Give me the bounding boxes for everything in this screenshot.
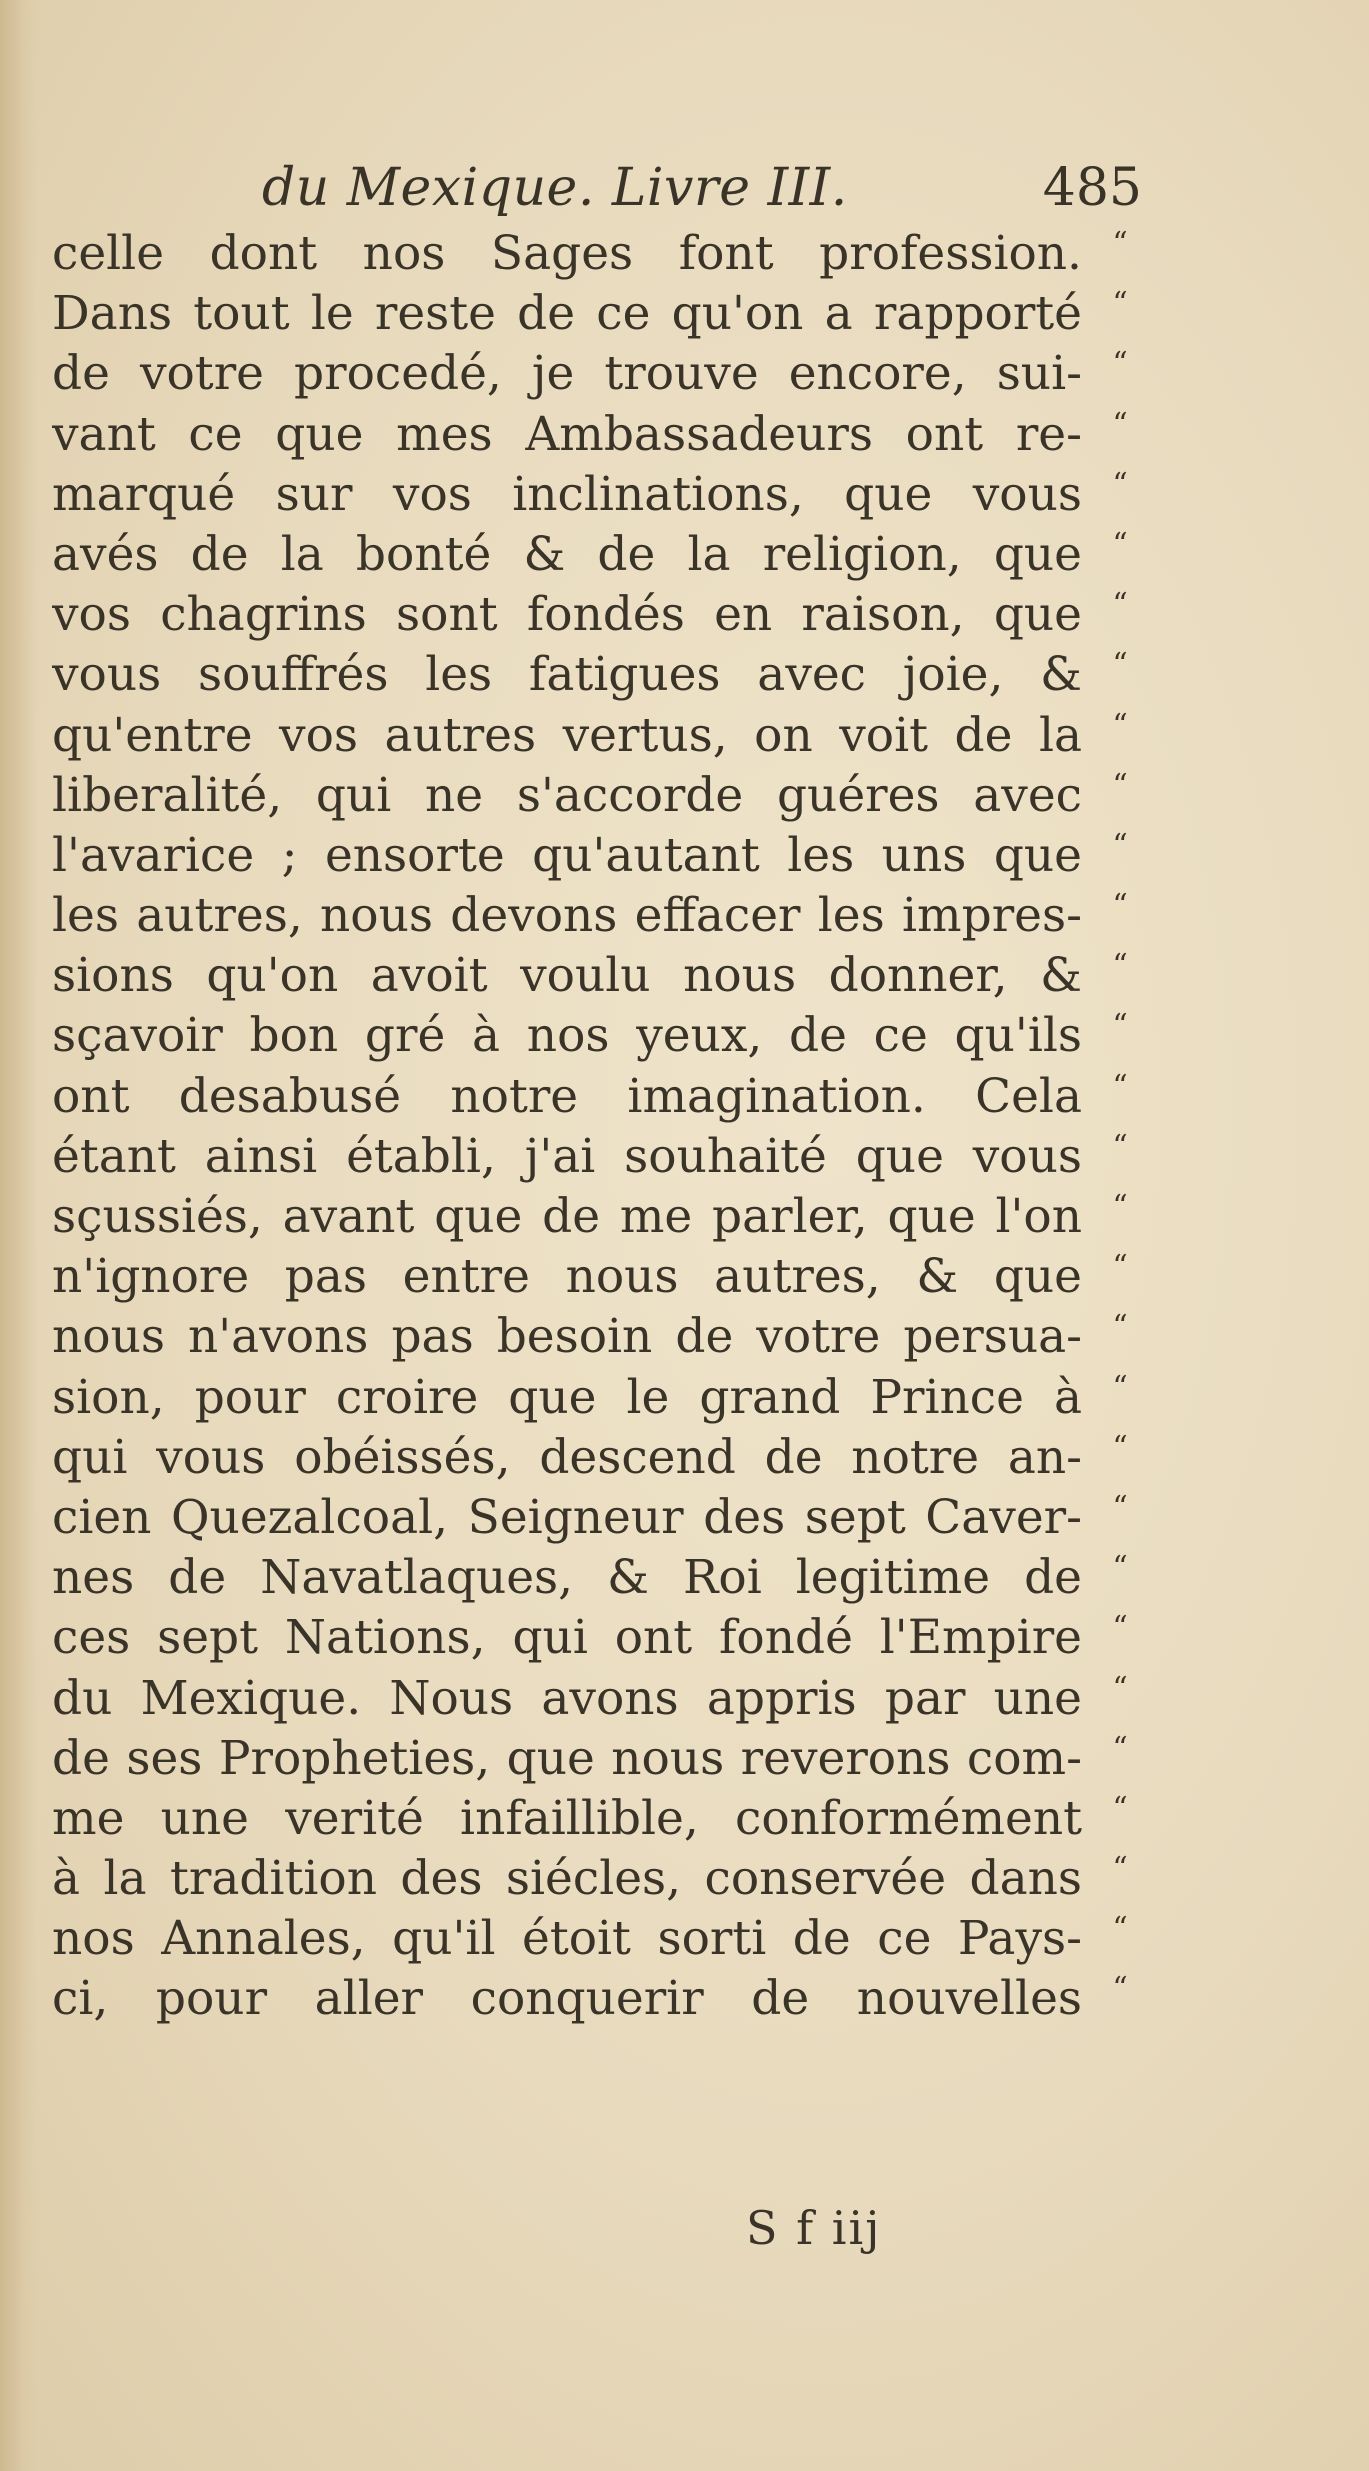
line-text: Dans tout le reste de ce qu'on a rapporté (52, 286, 1082, 342)
line-text: de votre procedé, je trouve encore, sui- (52, 346, 1082, 402)
line-text: ci, pour aller conquerir de nouvelles (52, 1971, 1082, 2027)
text-line (52, 1729, 1140, 1789)
text-line (52, 1789, 1140, 1849)
quotation-mark: “ (1112, 346, 1128, 382)
text-line (52, 946, 1140, 1006)
text-line (52, 1247, 1140, 1307)
quotation-mark: “ (1112, 1670, 1128, 1706)
text-line (52, 886, 1140, 946)
quotation-mark: “ (1112, 1489, 1128, 1525)
text-line (52, 1969, 1140, 2029)
running-title: du Mexique. Livre III. (262, 158, 848, 218)
text-line (52, 766, 1140, 826)
line-text: vos chagrins sont fondés en raison, que (52, 587, 1082, 643)
text-line (52, 826, 1140, 886)
line-text: avés de la bonté & de la religion, que (52, 526, 1082, 582)
quotation-mark: “ (1112, 948, 1128, 984)
page-gutter-shadow (0, 0, 38, 2471)
quotation-mark: “ (1112, 466, 1128, 502)
quotation-mark: “ (1112, 1369, 1128, 1405)
text-line (52, 1307, 1140, 1367)
quotation-mark: “ (1112, 1068, 1128, 1104)
line-text: sion, pour croire que le grand Prince à (52, 1369, 1082, 1425)
text-line (52, 525, 1140, 585)
quotation-mark: “ (1112, 526, 1128, 562)
quotation-mark: “ (1112, 888, 1128, 924)
quotation-mark: “ (1112, 1971, 1128, 2007)
quotation-mark: “ (1112, 406, 1128, 442)
line-text: ces sept Nations, qui ont fondé l'Empire (52, 1610, 1082, 1666)
line-text: sçavoir bon gré à nos yeux, de ce qu'ils (52, 1008, 1082, 1064)
line-text: vous souffrés les fatigues avec joie, & (52, 647, 1082, 703)
quotation-mark: “ (1112, 1550, 1128, 1586)
line-text: nes de Navatlaques, & Roi legitime de (52, 1550, 1082, 1606)
text-line (52, 344, 1140, 404)
text-line (52, 465, 1140, 525)
line-text: l'avarice ; ensorte qu'autant les uns que (52, 827, 1082, 883)
quotation-mark: “ (1112, 707, 1128, 743)
text-line (52, 1187, 1140, 1247)
text-line (52, 1669, 1140, 1729)
page-number: 485 (1042, 158, 1142, 218)
line-text: qui vous obéissés, descend de notre an- (52, 1429, 1082, 1485)
line-text: de ses Propheties, que nous reverons com- (52, 1730, 1082, 1786)
line-text: les autres, nous devons effacer les impres- (52, 888, 1082, 944)
signature-mark: S f iij (746, 2201, 882, 2255)
quotation-mark: “ (1112, 1309, 1128, 1345)
text-line (52, 1006, 1140, 1066)
line-text: sçussiés, avant que de me parler, que l'on (52, 1189, 1082, 1244)
line-text: marqué sur vos inclinations, que vous (52, 466, 1082, 522)
quotation-mark: “ (1112, 1911, 1128, 1947)
quotation-mark: “ (1112, 1610, 1128, 1646)
text-line (52, 645, 1140, 705)
line-text: cien Quezalcoal, Seigneur des sept Caver- (52, 1489, 1082, 1545)
line-text: celle dont nos Sages font profession. (52, 226, 1082, 281)
line-text: qu'entre vos autres vertus, on voit de la (52, 707, 1082, 763)
text-line (52, 1067, 1140, 1127)
quotation-mark: “ (1112, 1008, 1128, 1044)
quotation-mark: “ (1112, 286, 1128, 322)
text-line (52, 224, 1140, 284)
body-text (52, 224, 1140, 2030)
text-line (52, 1909, 1140, 1969)
line-text: sions qu'on avoit voulu nous donner, & (52, 948, 1082, 1004)
quotation-mark: “ (1112, 1128, 1128, 1164)
line-text: du Mexique. Nous avons appris par une (52, 1670, 1082, 1726)
line-text: nous n'avons pas besoin de votre persua- (52, 1309, 1082, 1365)
quotation-mark: “ (1112, 767, 1128, 803)
text-line (52, 1608, 1140, 1668)
text-line (52, 1127, 1140, 1187)
quotation-mark: “ (1112, 827, 1128, 863)
line-text: liberalité, qui ne s'accorde guéres avec (52, 767, 1082, 823)
text-line (52, 1488, 1140, 1548)
text-line (52, 1548, 1140, 1608)
text-line (52, 284, 1140, 344)
quotation-mark: “ (1112, 1790, 1128, 1826)
text-line (52, 1849, 1140, 1909)
line-text: me une verité infaillible, conformément (52, 1790, 1082, 1846)
line-text: n'ignore pas entre nous autres, & que (52, 1249, 1082, 1305)
line-text: étant ainsi établi, j'ai souhaité que vous (52, 1128, 1082, 1184)
text-line (52, 585, 1140, 645)
text-line (52, 405, 1140, 465)
text-line (52, 1368, 1140, 1428)
line-text: vant ce que mes Ambassadeurs ont re- (52, 406, 1082, 462)
quotation-mark: “ (1112, 587, 1128, 623)
line-text: à la tradition des siécles, conservée dans (52, 1851, 1082, 1907)
quotation-mark: “ (1112, 1189, 1128, 1224)
quotation-mark: “ (1112, 1730, 1128, 1766)
line-text: nos Annales, qu'il étoit sorti de ce Pays- (52, 1911, 1082, 1967)
line-text: ont desabusé notre imagination. Cela (52, 1068, 1082, 1124)
text-line (52, 706, 1140, 766)
quotation-mark: “ (1112, 1429, 1128, 1465)
quotation-mark: “ (1112, 1851, 1128, 1887)
text-line (52, 1428, 1140, 1488)
quotation-mark: “ (1112, 1249, 1128, 1285)
quotation-mark: “ (1112, 647, 1128, 683)
quotation-mark: “ (1112, 226, 1128, 261)
page-header (262, 158, 1142, 228)
